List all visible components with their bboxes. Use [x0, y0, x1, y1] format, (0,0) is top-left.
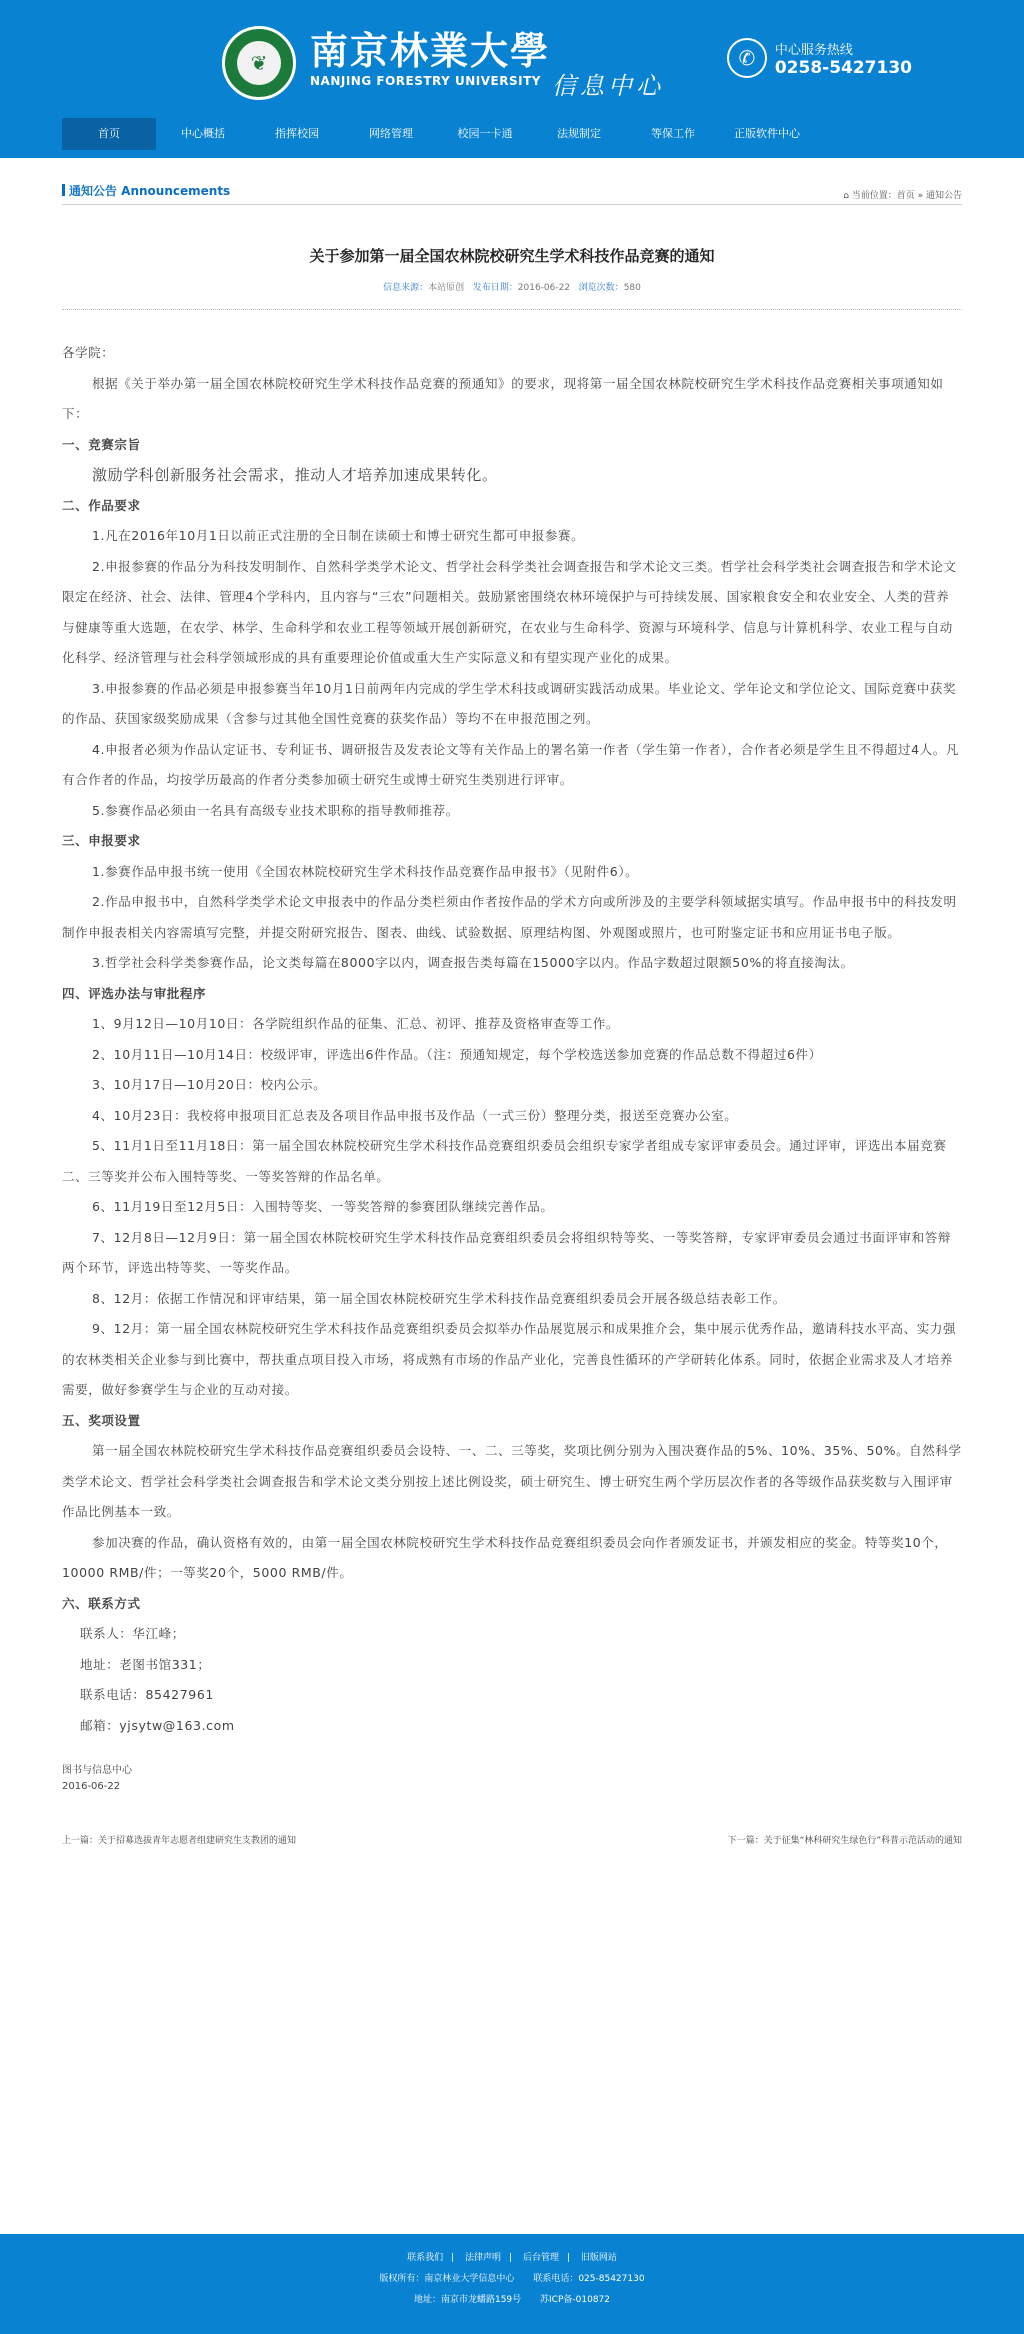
nav-item-regulations[interactable]: 法规制定 [557, 127, 601, 140]
sign-date: 2016-06-22 [62, 1781, 121, 1792]
heading-application: 三、申报要求 [62, 833, 141, 848]
site-footer [0, 2234, 1024, 2334]
section-marker [62, 184, 65, 196]
date-label: 发布日期： [472, 283, 518, 293]
footer-link-old-site[interactable]: 旧版网站 [580, 2253, 617, 2263]
intro-paragraph: 根据《关于举办第一届全国农林院校研究生学术科技作品竞赛的预通知》的要求，现将第一届全国农林院校研究生学术科技作品竞赛相关事项通知如下： [62, 375, 944, 421]
contact-person: 联系人：华江峰； [80, 1626, 185, 1641]
hotline-label: 中心服务热线 [774, 42, 853, 58]
nav-item-campus[interactable]: 指挥校园 [275, 127, 319, 140]
footer-phone: 联系电话：025-85427130 [533, 2274, 645, 2284]
university-seal-logo[interactable] [222, 26, 296, 100]
paragraph: 4、10月23日：我校将申报项目汇总表及各项目作品申报书及作品（一式三份）整理分类，报送至竞赛办公室。 [92, 1107, 738, 1123]
greeting: 各学院： [62, 345, 115, 360]
main-nav [0, 118, 1024, 150]
paragraph: 2.申报参赛的作品分为科技发明制作、自然科学类学术论文、哲学社会科学类社会调查报告和学术论文三类。哲学社会科学类社会调查报告和学术论文限定在经济、社会、法律、管理4个学科内，且内容与“三农”问题相关。鼓励紧密围绕农林环境保护与可持续发展、国家粮食安全和农业安全、人类的营养与健康等重大选题，在农学、林学、生命科学和农业工程等领域开展创新研究，在农业与生命科学、资源与环境科学、信息与计算机科学、农业工程与自动化科学、经济管理与社会科学领域形成的具有重要理论价值或重大生产实际意义和有望实现产业化的成果。 [62, 558, 957, 665]
heading-awards: 五、奖项设置 [62, 1412, 141, 1428]
nav-item-software[interactable]: 正版软件中心 [734, 127, 800, 140]
nav-item-home[interactable]: 首页 [62, 118, 156, 150]
university-name[interactable] [310, 30, 550, 88]
nav-item-overview[interactable]: 中心概括 [181, 127, 225, 140]
date-value: 2016-06-22 [517, 283, 571, 293]
header-inner [112, 0, 912, 108]
paragraph: 6、11月19日至12月5日：入围特等奖、一等奖答辩的参赛团队继续完善作品。 [92, 1199, 554, 1214]
paragraph: 7、12月8日—12月9日：第一届全国农林院校研究生学术科技作品竞赛组织委员会将组织特等奖、一等奖答辩，专家评审委员会通过书面评审和答辩两个环节，评选出特等奖、一等奖作品。 [62, 1229, 951, 1275]
section-title-text: 通知公告 Announcements [69, 184, 231, 198]
paragraph: 3、10月17日—10月20日：校内公示。 [92, 1077, 327, 1092]
site-title: 信息中心 [552, 72, 664, 100]
paragraph: 3.申报参赛的作品必须是申报参赛当年10月1日前两年内完成的学生学术科技或调研实践活动成果。毕业论文、学年论文和学位论文、国际竞赛中获奖的作品、获国家级奖励成果（含参与过其他全国性竞赛的获奖作品）等均不在申报范围之列。 [62, 680, 957, 726]
prev-article-link[interactable]: 上一篇：关于招募选拔青年志愿者组建研究生支教团的通知 [62, 1836, 297, 1846]
paragraph: 2.作品申报书中，自然科学类学术论文申报表中的作品分类栏须由作者按作品的学术方向或所涉及的主要学科领域据实填写。作品申报书中的科技发明制作申报表相关内容需填写完整，并提交附研究报告、图表、曲线、试验数据、原理结构图、外观图或照片，也可附鉴定证书和应用证书电子版。 [62, 894, 957, 940]
next-article-link[interactable]: 下一篇：关于征集“林科研究生绿色行”科普示范活动的通知 [727, 1836, 962, 1846]
heading-purpose: 一、竞赛宗旨 [62, 436, 141, 452]
contact-address: 地址：老图书馆331； [80, 1656, 211, 1672]
paragraph: 第一届全国农林院校研究生学术科技作品竞赛组织委员会设特、一、二、三等奖，奖项比例分别为入围决赛作品的5%、10%、35%、50%。自然科学类学术论文、哲学社会科学类社会调查报告和学术论文类分别按上述比例设奖，硕士研究生、博士研究生两个学历层次作者的各等级作品获奖数与入围评审作品比例基本一致。 [62, 1443, 962, 1519]
article-title: 关于参加第一届全国农林院校研究生学术科技作品竞赛的通知 [309, 247, 715, 265]
divider [62, 309, 962, 310]
paragraph: 5、11月1日至11月18日：第一届全国农林院校研究生学术科技作品竞赛组织委员会组织专家学者组成专家评审委员会。通过评审，评选出本届竞赛二、三等奖并公布入围特等奖、一等奖答辩的作品名单。 [62, 1138, 947, 1184]
paragraph: 1、9月12日—10月10日：各学院组织作品的征集、汇总、初评、推荐及资格审查等工作。 [92, 1016, 619, 1031]
prev-next-nav [62, 1833, 962, 1846]
footer-link-admin[interactable]: 后台管理 [522, 2253, 559, 2263]
home-icon: ⌂ [843, 191, 852, 201]
hotline-number: 0258-5427130 [774, 57, 912, 78]
footer-links: 联系我们 | 法律声明 | 后台管理 | 旧版网站 [407, 2253, 617, 2263]
section-title [62, 182, 230, 199]
sign-org: 图书与信息中心 [62, 1765, 132, 1776]
source-label: 信息来源： [383, 283, 429, 293]
service-hotline [727, 38, 912, 78]
views-value: 580 [623, 283, 641, 293]
footer-copyright-row [0, 2271, 1024, 2284]
paragraph: 8、12月：依据工作情况和评审结果，第一届全国农林院校研究生学术科技作品竞赛组织委员会开展各级总结表彰工作。 [92, 1290, 786, 1306]
article-meta [62, 280, 962, 293]
footer-link-contact[interactable]: 联系我们 [407, 2253, 444, 2263]
signature [62, 1763, 962, 1795]
footer-link-legal[interactable]: 法律声明 [465, 2253, 502, 2263]
source-value: 本站原创 [428, 283, 465, 293]
footer-address: 地址：南京市龙蟠路159号 [413, 2295, 522, 2305]
purpose-text: 激励学科创新服务社会需求，推动人才培养加速成果转化。 [92, 466, 498, 484]
nav-item-protection[interactable]: 等保工作 [651, 127, 695, 140]
contact-phone: 联系电话：85427961 [80, 1687, 214, 1702]
nav-item-card[interactable]: 校园一卡通 [457, 127, 513, 140]
tree-icon: ❦ [237, 41, 281, 85]
site-header [0, 0, 1024, 158]
contact-email[interactable]: 邮箱：yjsytw@163.com [80, 1717, 235, 1733]
heading-contact: 六、联系方式 [62, 1595, 141, 1611]
paragraph: 9、12月：第一届全国农林院校研究生学术科技作品竞赛组织委员会拟举办作品展览展示和成果推介会，集中展示优秀作品，邀请科技水平高、实力强的农林类相关企业参与到比赛中，帮扶重点项目投入市场，将成熟有市场的作品产业化，完善良性循环的产学研转化体系。同时，依据企业需求及人才培养需要，做好参赛学生与企业的互动对接。 [62, 1321, 957, 1397]
nav-item-network[interactable]: 网络管理 [369, 127, 413, 140]
views-label: 浏览次数： [578, 283, 624, 293]
breadcrumb[interactable] [843, 188, 962, 201]
university-name-en: NANJING FORESTRY UNIVERSITY [310, 74, 541, 88]
paragraph: 4.申报者必须为作品认定证书、专利证书、调研报告及发表论文等有关作品上的署名第一作者（学生第一作者），合作者必须是学生且不得超过4人。凡有合作者的作品，均按学历最高的作者分类参加硕士研究生或博士研究生类别进行评审。 [62, 741, 959, 787]
paragraph: 3.哲学社会科学类参赛作品，论文类每篇在8000字以内，调查报告类每篇在15000字以内。作品字数超过限额50%的将直接淘汰。 [92, 955, 854, 970]
university-name-cn: 南京林業大學 [310, 28, 551, 73]
paragraph: 1.参赛作品申报书统一使用《全国农林院校研究生学术科技作品竞赛作品申报书》（见附件6）。 [92, 863, 639, 879]
breadcrumb-text: 当前位置：首页 » 通知公告 [851, 191, 962, 201]
article-body [62, 338, 962, 1741]
paragraph: 1.凡在2016年10月1日以前正式注册的全日制在读硕士和博士研究生都可申报参赛。 [92, 528, 585, 543]
heading-evaluation: 四、评选办法与审批程序 [62, 985, 207, 1001]
footer-icp: 苏ICP备-010872 [540, 2295, 611, 2305]
section-header [62, 180, 962, 205]
heading-work-requirements: 二、作品要求 [62, 497, 141, 513]
main-content [62, 180, 962, 1846]
copyright: 版权所有：南京林业大学信息中心 [379, 2274, 515, 2284]
paragraph: 2、10月11日—10月14日：校级评审，评选出6件作品。（注：预通知规定，每个学校选送参加竞赛的作品总数不得超过6件） [92, 1046, 822, 1062]
paragraph: 5.参赛作品必须由一名具有高级专业技术职称的指导教师推荐。 [92, 802, 459, 818]
paragraph: 参加决赛的作品，确认资格有效的，由第一届全国农林院校研究生学术科技作品竞赛组织委员会向作者颁发证书，并颁发相应的奖金。特等奖10个，10000 RMB/件；一等奖20个，5000 RMB/件。 [62, 1534, 948, 1580]
phone-icon: ✆ [727, 38, 767, 78]
footer-address-row [0, 2292, 1024, 2305]
